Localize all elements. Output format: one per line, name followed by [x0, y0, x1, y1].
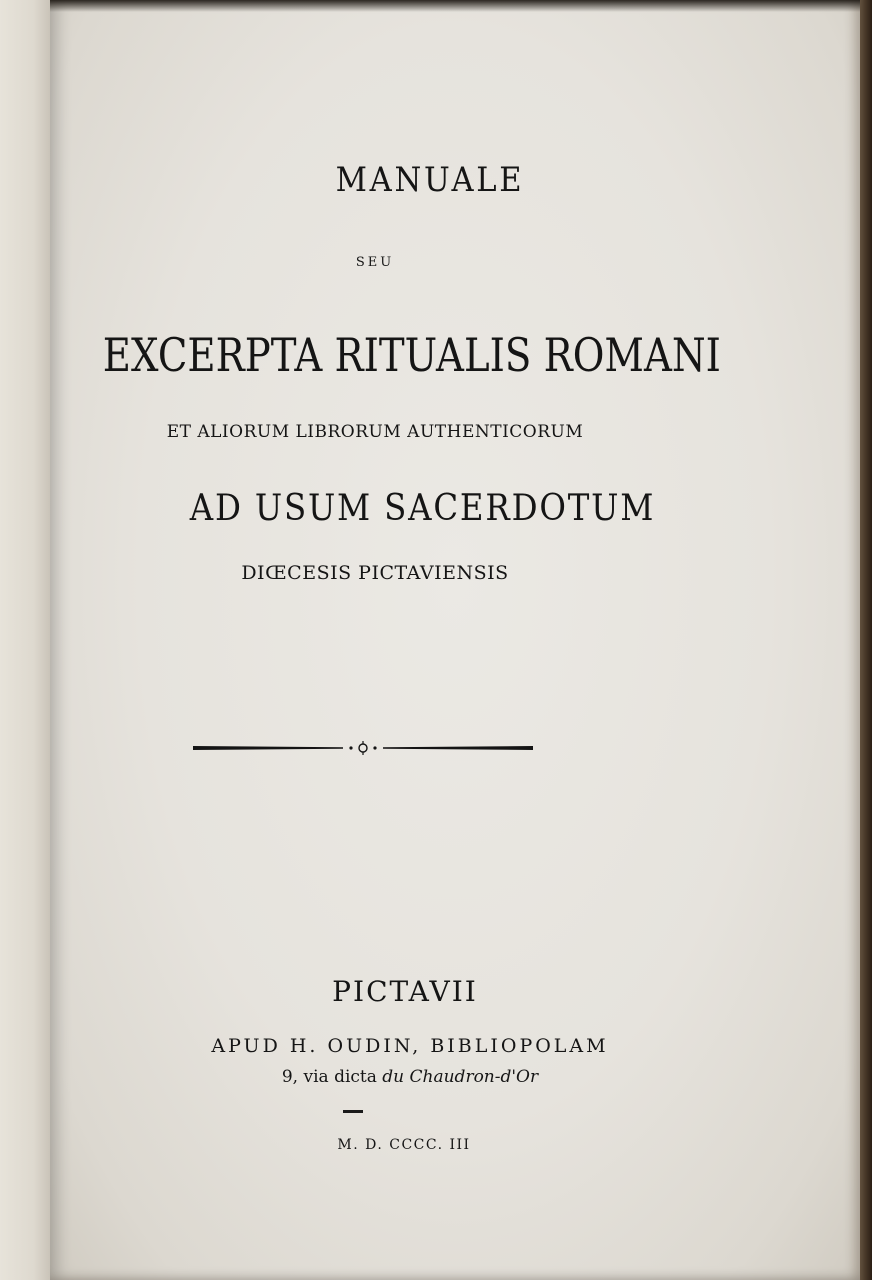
book-cover-edge	[858, 0, 872, 1280]
diocese-line: DIŒCESIS PICTAVIENSIS	[241, 562, 509, 584]
publication-year: M. D. CCCC. III	[337, 1137, 471, 1153]
address-line	[50, 1067, 770, 1087]
address-prefix: 9, via dicta	[281, 1067, 383, 1087]
purpose-line: AD USUM SACERDOTUM	[189, 488, 656, 529]
separator-dash	[343, 1110, 363, 1113]
ornamental-rule	[193, 740, 533, 756]
previous-page-edge	[0, 0, 56, 1280]
main-title: EXCERPTA RITUALIS ROMANI	[102, 328, 721, 382]
address-street: du Chaudron-d'Or	[382, 1067, 539, 1087]
book-title: MANUALE	[335, 160, 525, 200]
subtitle: ET ALIORUM LIBRORUM AUTHENTICORUM	[166, 422, 584, 442]
conjunction-seu: SEU	[355, 255, 395, 270]
title-page	[50, 0, 860, 1280]
top-shadow	[50, 0, 860, 12]
publisher-line: APUD H. OUDIN, BIBLIOPOLAM	[211, 1035, 609, 1057]
place-of-publication: PICTAVII	[332, 975, 478, 1008]
